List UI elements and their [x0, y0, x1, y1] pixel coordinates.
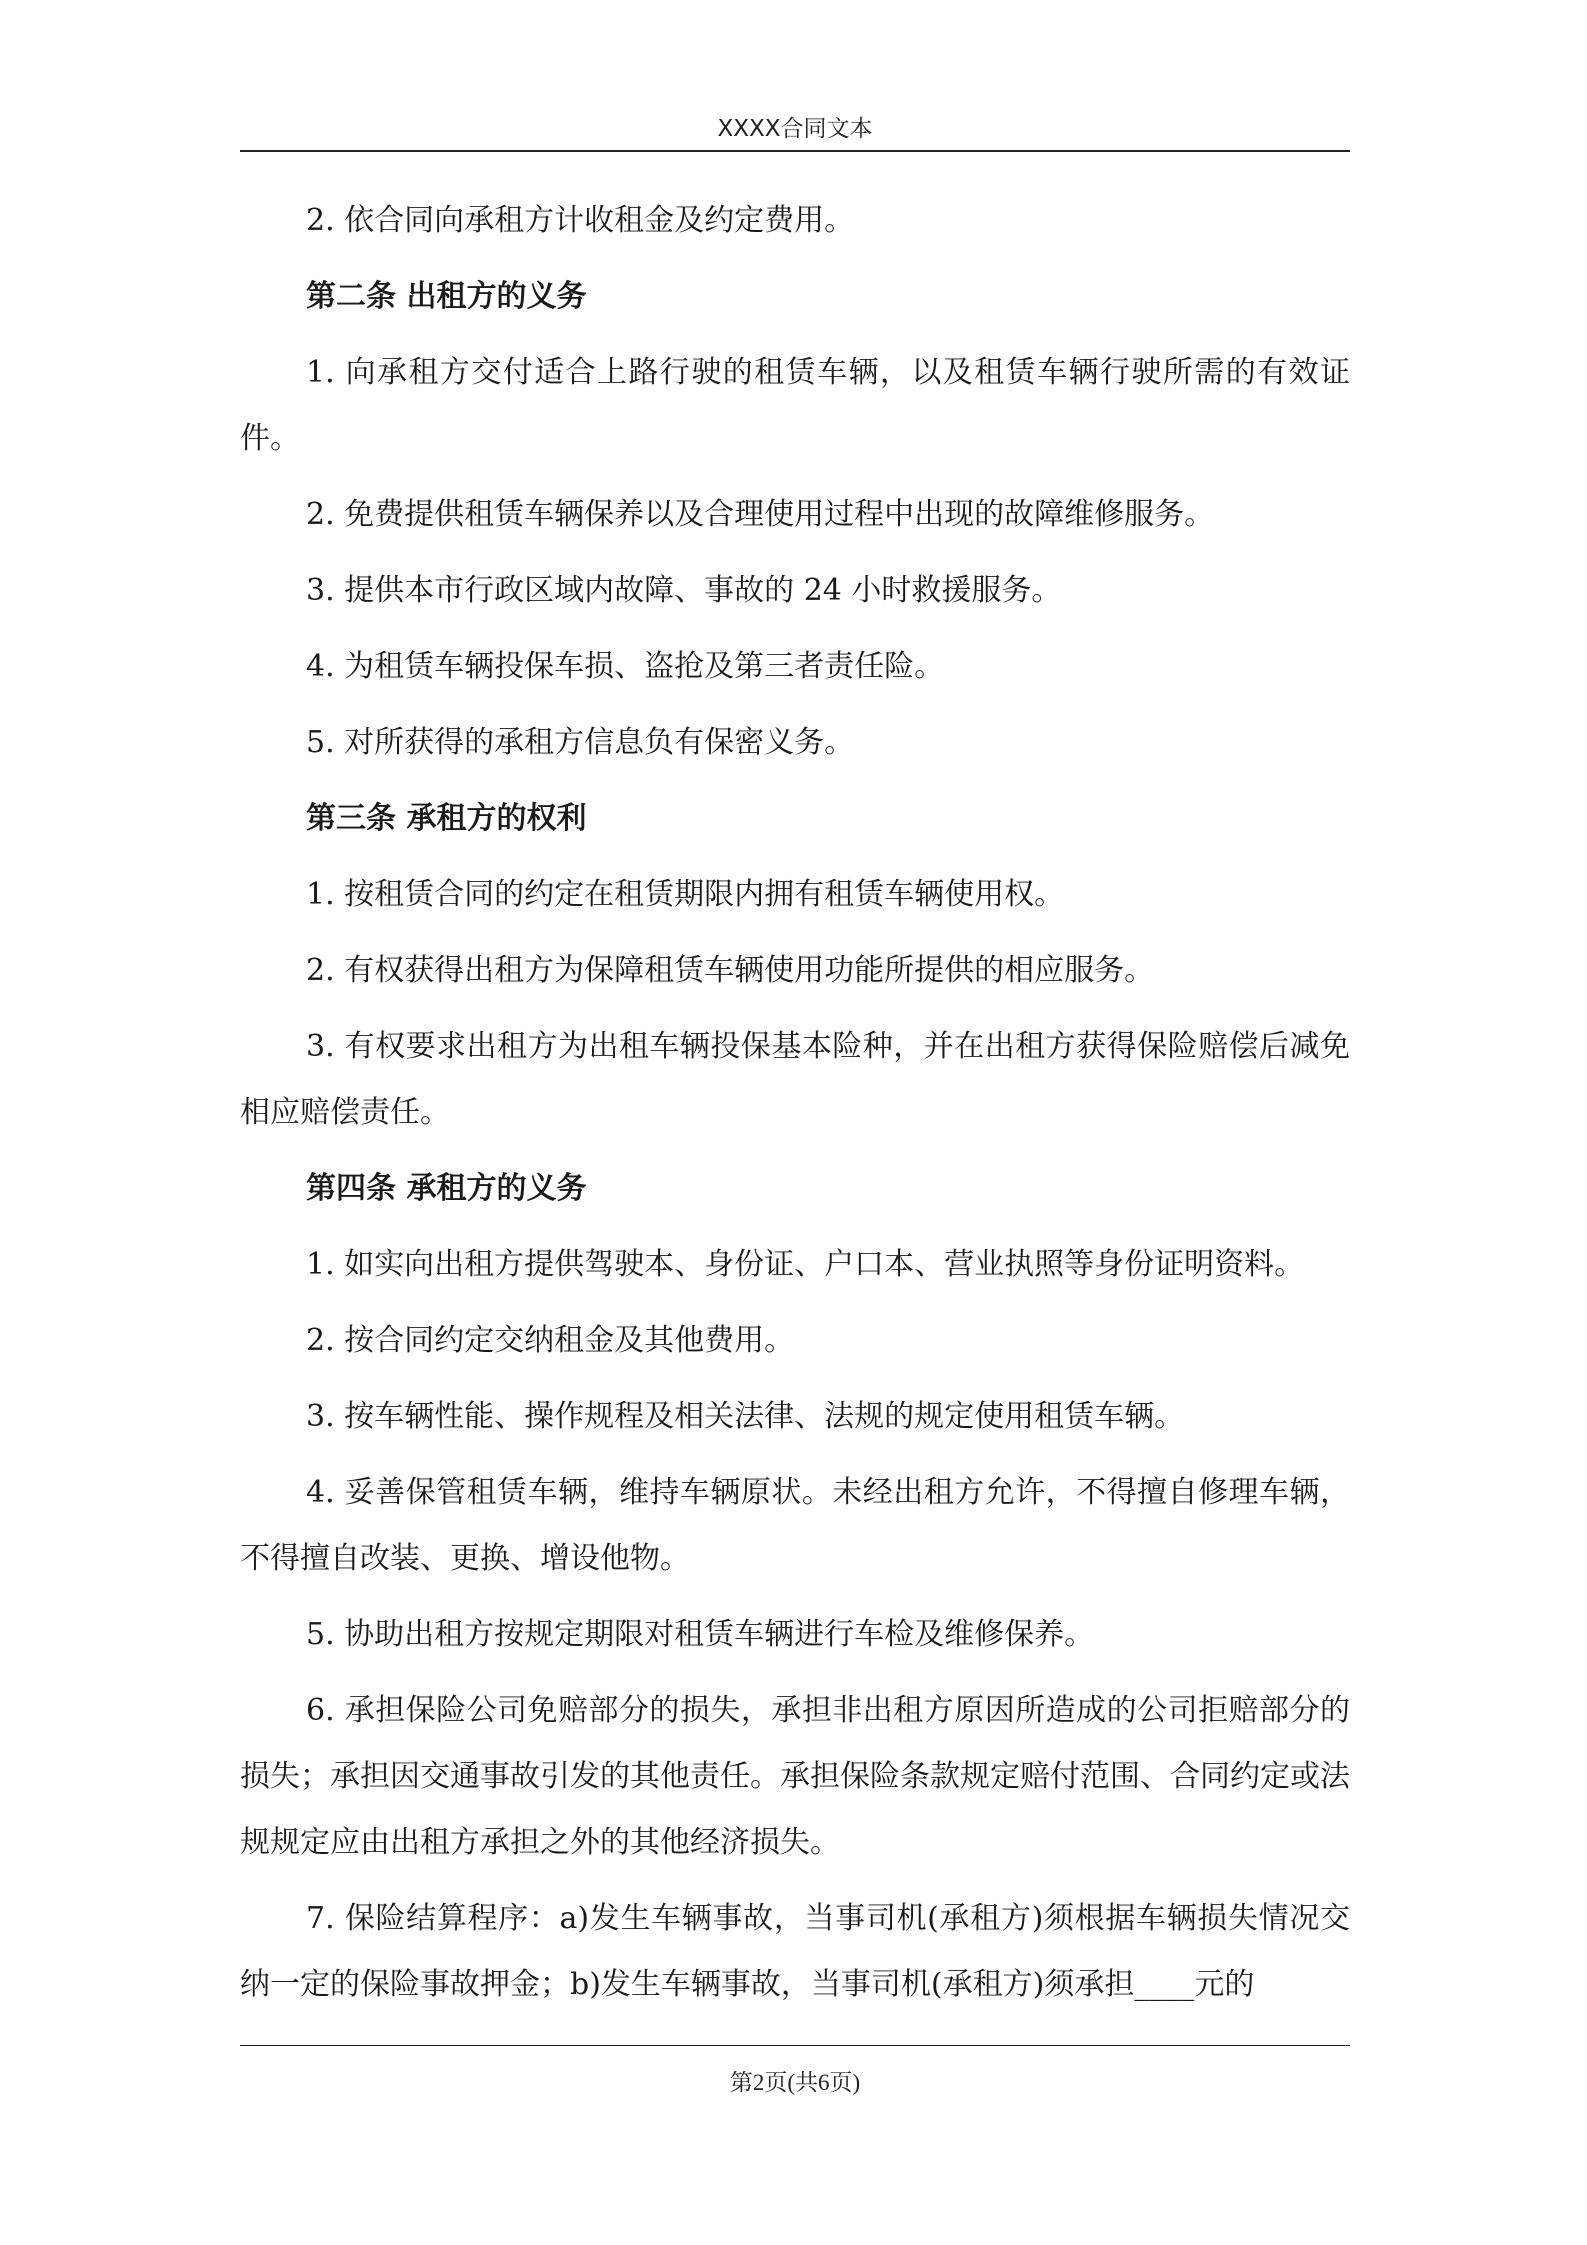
document-title: XXXX合同文本	[717, 116, 873, 142]
clause-item: 4. 为租赁车辆投保车损、盗抢及第三者责任险。	[306, 649, 945, 684]
clause-item: 3. 提供本市行政区域内故障、事故的 24 小时救援服务。	[306, 573, 1062, 608]
clause-item: 2. 免费提供租赁车辆保养以及合理使用过程中出现的故障维修服务。	[306, 497, 1215, 532]
clause-item: 4. 妥善保管租赁车辆，维持车辆原状。未经出租方允许，不得擅自修理车辆，不得擅自改装、更换、增设他物。	[240, 1475, 1350, 1576]
clause-item: 1. 向承租方交付适合上路行驶的租赁车辆，以及租赁车辆行驶所需的有效证件。	[240, 355, 1350, 456]
article-heading: 第三条 承租方的权利	[306, 801, 587, 836]
article-heading: 第四条 承租方的义务	[306, 1171, 587, 1206]
page-number: 第2页(共6页)	[729, 2070, 861, 2095]
clause-item: 5. 协助出租方按规定期限对租赁车辆进行车检及维修保养。	[306, 1617, 1095, 1652]
clause-item: 3. 有权要求出租方为出租车辆投保基本险种，并在出租方获得保险赔偿后减免相应赔偿责任。	[240, 1029, 1350, 1130]
article-heading: 第二条 出租方的义务	[306, 279, 587, 314]
clause-item: 2. 依合同向承租方计收租金及约定费用。	[306, 203, 855, 238]
page-footer	[240, 2045, 1350, 2097]
clause-item: 6. 承担保险公司免赔部分的损失，承担非出租方原因所造成的公司拒赔部分的损失；承担因交通事故引发的其他责任。承担保险条款规定赔付范围、合同约定或法规规定应由出租方承担之外的其他经济损失。	[240, 1693, 1350, 1860]
clause-item: 7. 保险结算程序：a)发生车辆事故，当事司机(承租方)须根据车辆损失情况交纳一定的保险事故押金；b)发生车辆事故，当事司机(承租方)须承担____元的	[240, 1901, 1350, 2002]
clause-item: 3. 按车辆性能、操作规程及相关法律、法规的规定使用租赁车辆。	[306, 1399, 1185, 1434]
clause-item: 1. 按租赁合同的约定在租赁期限内拥有租赁车辆使用权。	[306, 877, 1065, 912]
clause-item: 2. 有权获得出租方为保障租赁车辆使用功能所提供的相应服务。	[306, 953, 1155, 988]
page-header	[240, 108, 1350, 152]
document-body	[240, 188, 1350, 2028]
clause-item: 5. 对所获得的承租方信息负有保密义务。	[306, 725, 855, 760]
clause-item: 2. 按合同约定交纳租金及其他费用。	[306, 1323, 795, 1358]
clause-item: 1. 如实向出租方提供驾驶本、身份证、户口本、营业执照等身份证明资料。	[306, 1247, 1305, 1282]
